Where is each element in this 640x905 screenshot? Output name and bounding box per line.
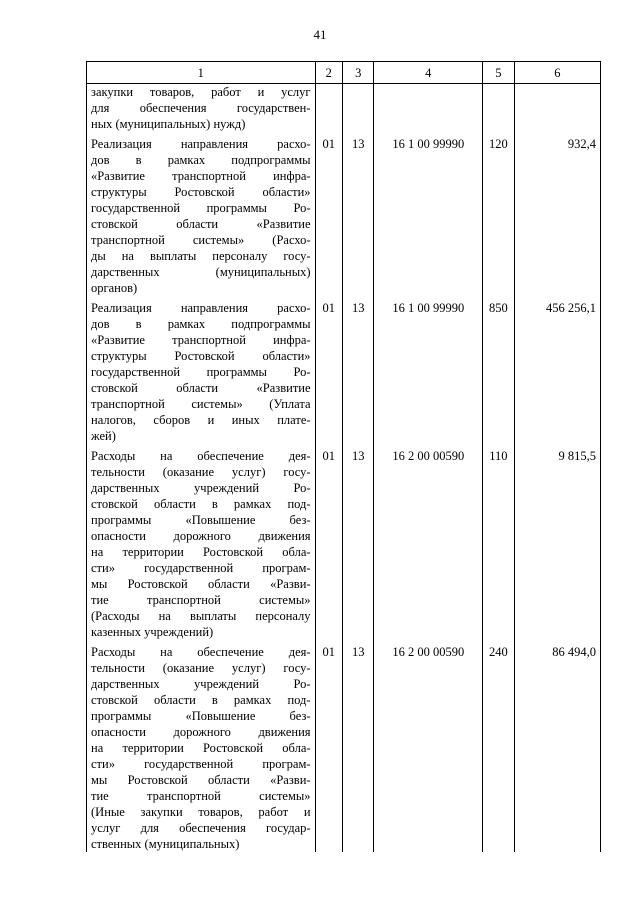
amount-value: 456 256,1 [514, 296, 600, 444]
description-line: ственных (муниципальных) [91, 837, 240, 851]
description-line: дов в рамках подпрограммы [91, 153, 311, 167]
header-col-1: 1 [87, 62, 316, 84]
description-line: услуг для обеспечения государ- [91, 821, 311, 835]
amount-value: 932,4 [514, 132, 600, 296]
target-article-code: 16 2 00 00590 [374, 444, 483, 640]
description-line: Расходы на обеспечение дея- [91, 449, 311, 463]
description-line: (Иные закупки товаров, работ и [91, 805, 311, 819]
target-article-code: 16 2 00 00590 [374, 640, 483, 852]
target-article-code: 16 1 00 99990 [374, 132, 483, 296]
description-line: закупки товаров, работ и услуг [91, 85, 311, 99]
page-number: 41 [313, 27, 327, 42]
description-line: программы «Повышение без- [91, 709, 311, 723]
description-line: на территории Ростовской обла- [91, 545, 311, 559]
description-line: сти» государственной програм- [91, 757, 311, 771]
section-code [315, 84, 342, 133]
header-col-5: 5 [483, 62, 514, 84]
row-description [87, 84, 316, 133]
description-line: опасности дорожного движения [91, 529, 311, 543]
target-article-code [374, 84, 483, 133]
description-line: жей) [91, 429, 116, 443]
description-line: тие транспортной системы» [91, 593, 311, 607]
description-line: государственной программы Ро- [91, 365, 311, 379]
description-line: транспортной системы» (Уплата [91, 397, 311, 411]
table-row [87, 132, 601, 296]
subsection-code: 13 [342, 296, 373, 444]
description-line: стовской области в рамках под- [91, 497, 311, 511]
description-line: дарственных учреждений Ро- [91, 481, 311, 495]
amount-value: 86 494,0 [514, 640, 600, 852]
table-row [87, 444, 601, 640]
row-description [87, 444, 316, 640]
description-line: Реализация направления расхо- [91, 137, 311, 151]
description-line: опасности дорожного движения [91, 725, 311, 739]
description-line: дарственных учреждений Ро- [91, 677, 311, 691]
description-line: мы Ростовской области «Разви- [91, 577, 311, 591]
expense-type-code: 120 [483, 132, 514, 296]
header-col-2: 2 [315, 62, 342, 84]
description-line: ды на выплаты персоналу госу- [91, 249, 311, 263]
amount-value: 9 815,5 [514, 444, 600, 640]
description-line: программы «Повышение без- [91, 513, 311, 527]
description-line: на территории Ростовской обла- [91, 741, 311, 755]
expense-type-code [483, 84, 514, 133]
table-row [87, 84, 601, 133]
section-code: 01 [315, 296, 342, 444]
description-line: тельности (оказание услуг) госу- [91, 465, 311, 479]
target-article-code: 16 1 00 99990 [374, 296, 483, 444]
description-line: стовской области «Развитие [91, 381, 311, 395]
description-line: мы Ростовской области «Разви- [91, 773, 311, 787]
description-line: (Расходы на выплаты персоналу [91, 609, 311, 623]
section-code: 01 [315, 132, 342, 296]
description-line: для обеспечения государствен- [91, 101, 311, 115]
description-line: Реализация направления расхо- [91, 301, 311, 315]
table-row [87, 296, 601, 444]
description-line: стовской области «Развитие [91, 217, 311, 231]
description-line: дов в рамках подпрограммы [91, 317, 311, 331]
section-code: 01 [315, 640, 342, 852]
subsection-code: 13 [342, 132, 373, 296]
description-line: тельности (оказание услуг) госу- [91, 661, 311, 675]
expense-type-code: 240 [483, 640, 514, 852]
description-line: тие транспортной системы» [91, 789, 311, 803]
description-line: стовской области в рамках под- [91, 693, 311, 707]
row-description [87, 640, 316, 852]
description-line: транспортной системы» (Расхо- [91, 233, 311, 247]
description-line: «Развитие транспортной инфра- [91, 169, 311, 183]
header-col-6: 6 [514, 62, 600, 84]
expense-type-code: 110 [483, 444, 514, 640]
description-line: налогов, сборов и иных плате- [91, 413, 311, 427]
subsection-code: 13 [342, 444, 373, 640]
description-line: структуры Ростовской области» [91, 349, 311, 363]
row-description [87, 296, 316, 444]
description-line: ных (муниципальных) нужд) [91, 117, 246, 131]
description-line: сти» государственной програм- [91, 561, 311, 575]
description-line: дарственных (муниципальных) [91, 265, 311, 279]
header-col-4: 4 [374, 62, 483, 84]
description-line: «Развитие транспортной инфра- [91, 333, 311, 347]
description-line: органов) [91, 281, 138, 295]
header-col-3: 3 [342, 62, 373, 84]
description-line: государственной программы Ро- [91, 201, 311, 215]
expense-type-code: 850 [483, 296, 514, 444]
amount-value [514, 84, 600, 133]
description-line: структуры Ростовской области» [91, 185, 311, 199]
description-line: Расходы на обеспечение дея- [91, 645, 311, 659]
description-line: казенных учреждений) [91, 625, 214, 639]
subsection-code [342, 84, 373, 133]
table-row [87, 640, 601, 852]
section-code: 01 [315, 444, 342, 640]
subsection-code: 13 [342, 640, 373, 852]
row-description [87, 132, 316, 296]
table-header-row [87, 62, 601, 84]
budget-table [86, 61, 601, 852]
